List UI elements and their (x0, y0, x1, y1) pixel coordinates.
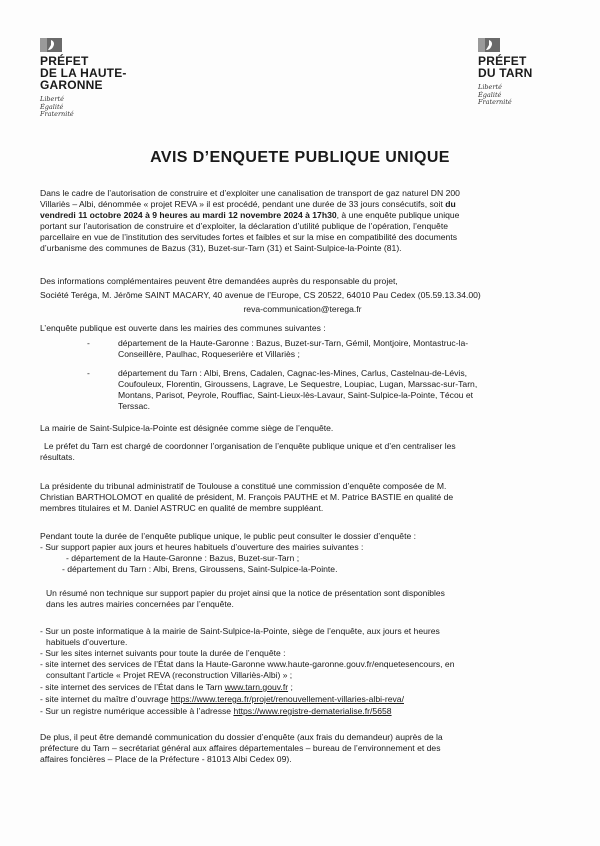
communes-tarn-line-3: Montans, Parisot, Peyrole, Rouffiac, Saint-Lieux-lès-Lavaur, Saint-Sulpice-la-Pointe, Técou et (118, 390, 474, 400)
online-line-4: - site internet des services de l’État dans la Haute-Garonne www.haute-garonne.gouv.fr/enquetesencours, en (40, 659, 455, 669)
logo-left-line1: PRÉFET (40, 54, 89, 68)
intro-line-6: d’urbanisme des communes de Bazus (31), Buzet-sur-Tarn (31) et Saint-Sulpice-la-Pointe (81). (40, 243, 402, 253)
marianne-flag-icon (40, 38, 62, 52)
contact-email: reva-communication@terega.fr (243, 304, 362, 314)
online-line-1: - Sur un poste informatique à la mairie de Saint-Sulpice-la-Pointe, siège de l’enquête, aux jours et heures (40, 626, 440, 636)
logo-left-line2: DE LA HAUTE- (40, 66, 127, 80)
online-line-5: consultant l’article « Projet REVA (reconstruction Villariès-Albi) » ; (46, 670, 293, 680)
online-line-7 (40, 694, 565, 705)
motto-fraternite: Fraternité (478, 98, 512, 106)
list-dash: - (87, 338, 90, 348)
motto-liberte: Liberté (478, 83, 502, 91)
motto-egalite: Égalité (478, 90, 502, 99)
online-line-3: - Sur les sites internet suivants pour toute la durée de l’enquête : (40, 648, 286, 658)
logo-right-line1: PRÉFET (478, 54, 527, 68)
prefet-line-1: Le préfet du Tarn est chargé de coordonner l’organisation de l’enquête publique unique et d’en centraliser les (44, 441, 456, 451)
online-line-7-text: - site internet du maître d’ouvrage (40, 694, 171, 704)
logo-left-motto (40, 96, 127, 119)
intro-line-2 (40, 199, 565, 210)
online-line-2: habituels d’ouverture. (46, 637, 128, 647)
logo-left-line3: GARONNE (40, 78, 103, 92)
intro-line-3-text: , à une enquête publique unique (336, 210, 460, 220)
logo-right-line2: DU TARN (478, 66, 533, 80)
dossier-line-1: De plus, il peut être demandé communication du dossier d’enquête (aux frais du demandeur) auprès de la (40, 732, 443, 742)
prefet-line-2: résultats. (40, 452, 75, 462)
communes-haute-garonne-line-1: département de la Haute-Garonne : Bazus, Buzet-sur-Tarn, Gémil, Montjoire, Montastruc-la- (118, 338, 469, 348)
online-line-6 (40, 682, 565, 693)
intro-du: du (445, 199, 456, 209)
page-title: AVIS D’ENQUETE PUBLIQUE UNIQUE (150, 149, 450, 166)
list-dash: - (87, 368, 90, 378)
resume-line-1: Un résumé non technique sur support papier du projet ainsi que la notice de présentation sont disponibles (46, 588, 445, 598)
intro-line-5: parcellaire en vue de l’institution des servitudes fortes et faibles et sur la mise en compatibilité des documents (40, 232, 458, 242)
commission-line-1: La présidente du tribunal administratif de Toulouse a constitué une commission d’enquête composée de M. (40, 481, 447, 491)
resume-line-2: dans les autres mairies concernées par l’enquête. (46, 599, 234, 609)
motto-egalite: Égalité (40, 102, 64, 111)
tarn-gouv-link[interactable]: www.tarn.gouv.fr (224, 682, 289, 692)
terega-project-link[interactable]: https://www.terega.fr/projet/renouvellement-villaries-albi-reva/ (170, 694, 404, 704)
communes-tarn-line-4: Terssac. (118, 401, 150, 411)
communes-haute-garonne-line-2: Conseillère, Paulhac, Roqueserière et Villariès ; (118, 349, 300, 359)
enquete-dates: vendredi 11 octobre 2024 à 9 heures au mardi 12 novembre 2024 à 17h30 (40, 210, 337, 220)
prefet-tarn-logo (478, 38, 533, 107)
intro-line-4: portant sur l’autorisation de construire et d’exploiter, la déclaration d’utilité publique de l’opération, l’enquête (40, 221, 448, 231)
motto-liberte: Liberté (40, 95, 64, 103)
intro-line-1: Dans le cadre de l’autorisation de construire et d’exploiter une canalisation de transport de gaz naturel DN 200 (40, 188, 460, 198)
logo-right-motto (478, 84, 533, 107)
online-line-6-text: - site internet des services de l’État dans le Tarn (40, 682, 225, 692)
dossier-line-3: affaires foncières – Place de la Préfecture - 81013 Albi Cedex 09). (40, 754, 292, 764)
online-line-8-text: - Sur un registre numérique accessible à l’adresse (40, 706, 234, 716)
prefet-haute-garonne-logo (40, 38, 127, 119)
consult-line-3: - département de la Haute-Garonne : Bazus, Buzet-sur-Tarn ; (66, 553, 300, 563)
communes-tarn-line-1: département du Tarn : Albi, Brens, Cadalen, Cagnac-les-Mines, Carlus, Castelnau-de-Lévis, (118, 368, 468, 378)
info-line-1: Des informations complémentaires peuvent être demandées auprès du responsable du projet, (40, 276, 398, 286)
intro-line-2-text: Villariès – Albi, dénommée « projet REVA » il est procédé, pendant une durée de 33 jours consécutifs, soit (40, 199, 446, 209)
consult-line-2: - Sur support papier aux jours et heures habituels d’ouverture des mairies suivantes : (40, 542, 364, 552)
siege-enquete: La mairie de Saint-Sulpice-la-Pointe est désignée comme siège de l’enquête. (40, 423, 334, 433)
open-intro: L’enquête publique est ouverte dans les mairies des communes suivantes : (40, 323, 326, 333)
online-line-6-end: ; (288, 682, 293, 692)
intro-line-3 (40, 210, 565, 221)
commission-line-3: membres titulaires et M. Daniel ASTRUC en qualité de membre suppléant. (40, 503, 324, 513)
consult-line-4: - département du Tarn : Albi, Brens, Giroussens, Saint-Sulpice-la-Pointe. (62, 564, 338, 574)
info-line-2: Société Teréga, M. Jérôme SAINT MACARY, 40 avenue de l’Europe, CS 20522, 64010 Pau Cedex (05.59.13.34.00) (40, 290, 481, 300)
consult-line-1: Pendant toute la durée de l’enquête publique unique, le public peut consulter le dossier d’enquête : (40, 531, 417, 541)
motto-fraternite: Fraternité (40, 110, 74, 118)
communes-tarn-line-2: Coufouleux, Florentin, Giroussens, Lagrave, Le Sequestre, Loupiac, Lugan, Marssac-sur-Tarn, (118, 379, 478, 389)
online-line-8 (40, 706, 565, 717)
commission-line-2: Christian BARTHOLOMOT en qualité de président, M. François PAUTHE et M. Patrice BASTIE en qualité de (40, 492, 454, 502)
dossier-line-2: préfecture du Tarn – secrétariat général aux affaires départementales – bureau de l’environnement et des (40, 743, 441, 753)
marianne-flag-icon (478, 38, 500, 52)
registre-dematerialise-link[interactable]: https://www.registre-dematerialise.fr/5658 (233, 706, 392, 716)
